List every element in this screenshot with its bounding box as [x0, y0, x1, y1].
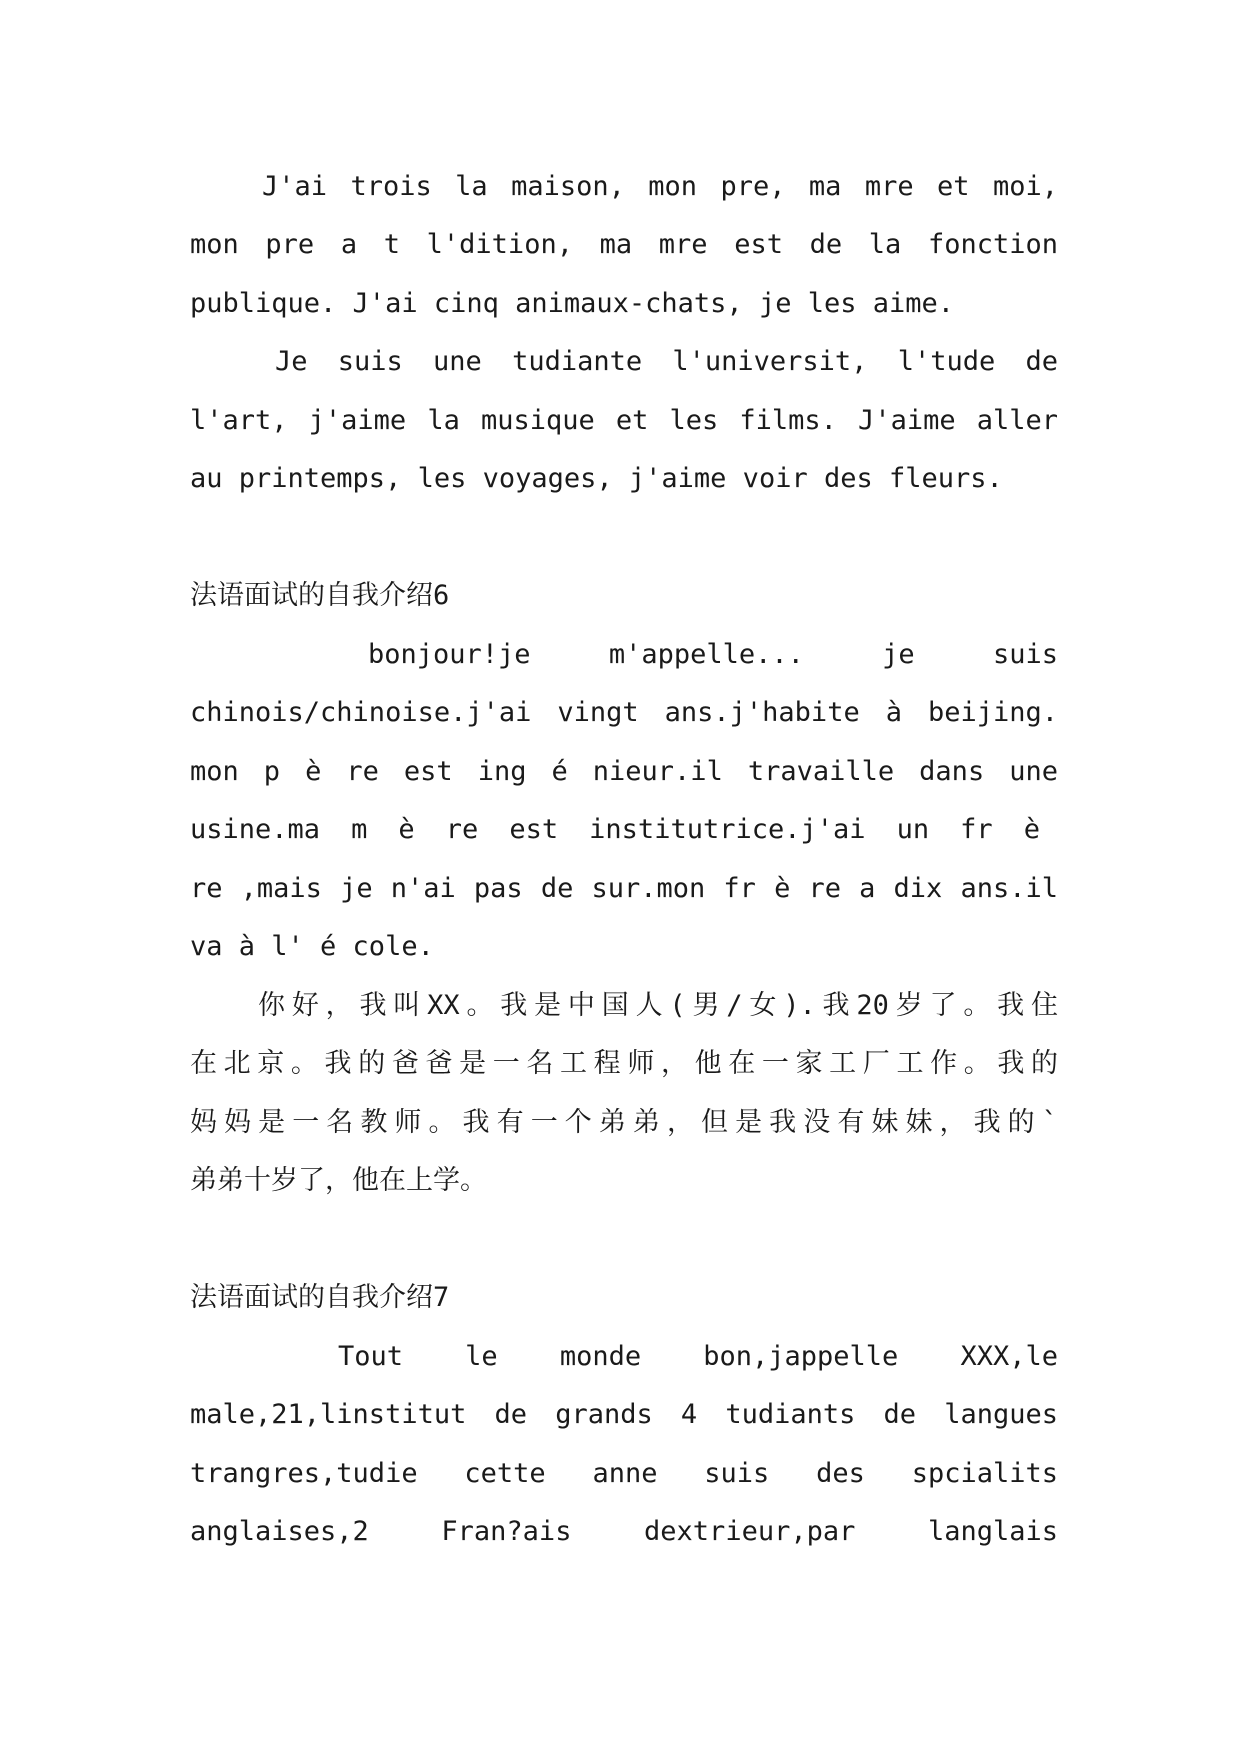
text-line: Je suis une tudiante l'universit, l'tude de: [275, 346, 1058, 377]
text-line: 在北京。我的爸爸是一名工程师，他在一家工厂工作。我的: [190, 1048, 1058, 1079]
text-line: J'ai trois la maison, mon pre, ma mre et moi,: [262, 171, 1058, 202]
text-line: publique. J'ai cinq animaux-chats, je les aime.: [190, 288, 955, 319]
text-line: Tout le monde bon,jappelle XXX,le: [338, 1341, 1058, 1372]
text-line: usine.ma m è re est institutrice.j'ai un fr è: [190, 814, 1040, 845]
text-line: trangres,tudie cette anne suis des spcialits: [190, 1458, 1058, 1489]
text-line: au printemps, les voyages, j'aime voir des fleurs.: [190, 463, 1003, 494]
text-line: mon pre a t l'dition, ma mre est de la fonction: [190, 229, 1058, 260]
text-line: anglaises,2 Fran?ais dextrieur,par langlais: [190, 1516, 1058, 1547]
text-line: mon p è re est ing é nieur.il travaille dans une: [190, 756, 1058, 787]
text-line: 妈妈是一名教师。我有一个弟弟，但是我没有妹妹，我的`: [190, 1107, 1058, 1138]
text-line: chinois/chinoise.j'ai vingt ans.j'habite à beijing.: [190, 697, 1058, 728]
text-line: male,21,linstitut de grands 4 tudiants de langues: [190, 1399, 1058, 1430]
text-line: bonjour!je m'appelle... je suis: [368, 639, 1058, 670]
section-heading: 法语面试的自我介绍6: [190, 580, 450, 611]
text-line: l'art, j'aime la musique et les films. J'aime aller: [190, 405, 1058, 436]
text-line: 弟弟十岁了，他在上学。: [190, 1165, 487, 1196]
text-line: va à l' é cole.: [190, 931, 434, 962]
text-line: 你好，我叫XX。我是中国人(男/女).我20岁了。我住: [258, 990, 1058, 1021]
text-line: re ,mais je n'ai pas de sur.mon fr è re a dix ans.il: [190, 873, 1058, 904]
section-heading: 法语面试的自我介绍7: [190, 1282, 450, 1313]
